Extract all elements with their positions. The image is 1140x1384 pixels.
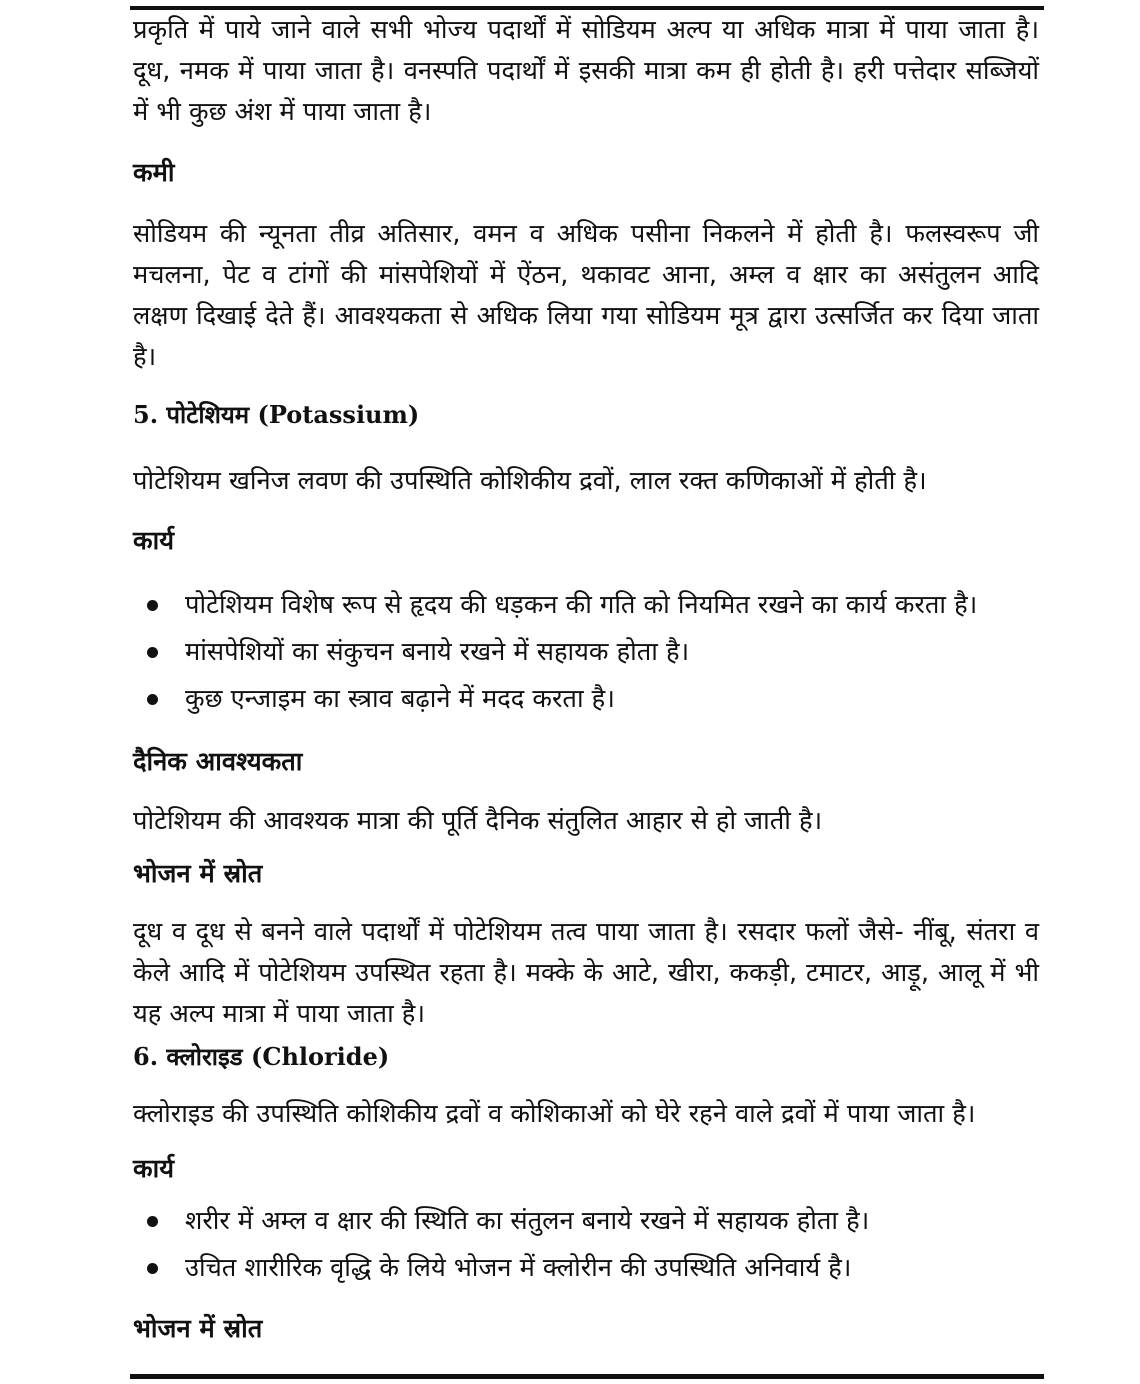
list-item: पोटेशियम विशेष रूप से हृदय की धड़कन की गति को नियमित रखने का कार्य करता है। (133, 588, 1039, 622)
daily-requirement-heading: दैनिक आवश्यकता (133, 747, 303, 777)
list-item: मांसपेशियों का संकुचन बनाये रखने में सहायक होता है। (133, 635, 1039, 669)
chloride-intro: क्लोराइड की उपस्थिति कोशिकीय द्रवों व कोशिकाओं को घेरे रहने वाले द्रवों में पाया जाता है। (133, 1099, 976, 1129)
chloride-functions-list (133, 1204, 1039, 1285)
bullet-icon (147, 647, 158, 658)
bullet-icon (147, 600, 158, 611)
sodium-sources-paragraph: प्रकृति में पाये जाने वाले सभी भोज्य पदार्थों में सोडियम अल्प या अधिक मात्रा में पाया जाता है। दूध, नमक में पाया जाता है। वनस्पति पदार्थों में इसकी मात्रा कम ही होती है। हरी पत्तेदार सब्जियों में भी कुछ अंश में पाया जाता है। (133, 15, 1039, 127)
potassium-functions-heading: कार्य (133, 526, 174, 556)
deficiency-heading: कमी (133, 158, 175, 188)
chloride-sources-heading: भोजन में स्रोत (133, 1314, 263, 1344)
chloride-functions-heading: कार्य (133, 1154, 174, 1184)
potassium-intro: पोटेशियम खनिज लवण की उपस्थिति कोशिकीय द्रवों, लाल रक्त कणिकाओं में होती है। (133, 466, 927, 496)
bottom-rule (130, 1374, 1044, 1379)
list-item: शरीर में अम्ल व क्षार की स्थिति का संतुलन बनाये रखने में सहायक होता है। (133, 1204, 1039, 1238)
bullet-icon (147, 1263, 158, 1274)
potassium-heading: 5. पोटेशियम (Potassium) (133, 400, 420, 429)
daily-requirement-paragraph: पोटेशियम की आवश्यक मात्रा की पूर्ति दैनिक संतुलित आहार से हो जाती है। (133, 806, 823, 836)
deficiency-paragraph: सोडियम की न्यूनता तीव्र अतिसार, वमन व अधिक पसीना निकलने में होती है। फलस्वरूप जी मचलना, पेट व टांगों की मांसपेशियों में ऐंठन, थकावट आना, अम्ल व क्षार का असंतुलन आदि लक्षण दिखाई देते हैं। आवश्यकता से अधिक लिया गया सोडियम मूत्र द्वारा उत्सर्जित कर दिया जाता है। (133, 219, 1039, 372)
potassium-sources-paragraph: दूध व दूध से बनने वाले पदार्थों में पोटेशियम तत्व पाया जाता है। रसदार फलों जैसे- नींबू, संतरा व केले आदि में पोटेशियम उपस्थित रहता है। मक्के के आटे, खीरा, ककड़ी, टमाटर, आड़ू, आलू में भी यह अल्प मात्रा में पाया जाता है। (133, 917, 1039, 1029)
potassium-functions-list (133, 588, 1039, 716)
chloride-heading: 6. क्लोराइड (Chloride) (133, 1042, 390, 1071)
bullet-icon (147, 694, 158, 705)
list-item: उचित शारीरिक वृद्धि के लिये भोजन में क्लोरीन की उपस्थिति अनिवार्य है। (133, 1251, 1039, 1285)
list-item: कुछ एन्जाइम का स्त्राव बढ़ाने में मदद करता है। (133, 682, 1039, 716)
potassium-sources-heading: भोजन में स्रोत (133, 859, 263, 889)
bullet-icon (147, 1216, 158, 1227)
